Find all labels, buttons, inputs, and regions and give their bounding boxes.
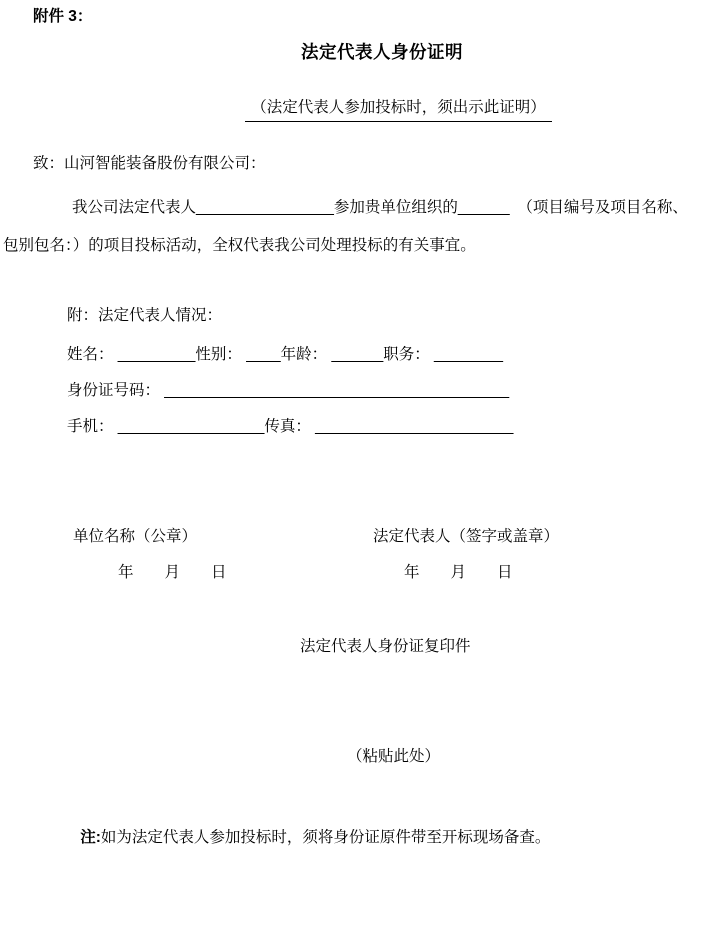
salutation-line: 致：山河智能装备股份有限公司：: [33, 155, 266, 172]
rep-info-heading: 附：法定代表人情况：: [67, 307, 223, 324]
signature-rep-sign-label: 法定代表人（签字或盖章）: [373, 528, 560, 545]
document-subtitle: [228, 79, 552, 141]
footnote-text: 如为法定代表人参加投标时，须将身份证原件带至开标现场备查。: [100, 829, 551, 847]
signature-date-right: 年 月 日: [404, 564, 513, 581]
body-paragraph-line-1: 我公司法定代表人________________参加贵单位组织的______ （项目编号及项目名称、: [72, 199, 688, 216]
signature-date-left: 年 月 日: [118, 564, 227, 581]
document-title: 法定代表人身份证明: [301, 42, 463, 62]
footnote-prefix: 注:: [80, 829, 101, 847]
field-line-id-number: 身份证号码： ________________________________________: [67, 382, 510, 399]
footnote-line: [63, 809, 550, 867]
signature-unit-seal-label: 单位名称（公章）: [73, 528, 198, 545]
paste-here-hint: （粘贴此处）: [347, 748, 441, 765]
document-subtitle-text: （法定代表人参加投标时，须出示此证明）: [245, 98, 552, 121]
field-line-name-gender-age-title: 姓名： _________性别： ____年龄： ______职务： ________: [67, 346, 503, 363]
attachment-label: 附件 3：: [33, 8, 93, 25]
body-paragraph-line-2: 包别包名：）的项目投标活动，全权代表我公司处理投标的有关事宜。: [3, 237, 476, 254]
id-copy-heading: 法定代表人身份证复印件: [300, 638, 471, 655]
field-line-mobile-fax: 手机： _________________传真： _______________________: [67, 418, 514, 435]
